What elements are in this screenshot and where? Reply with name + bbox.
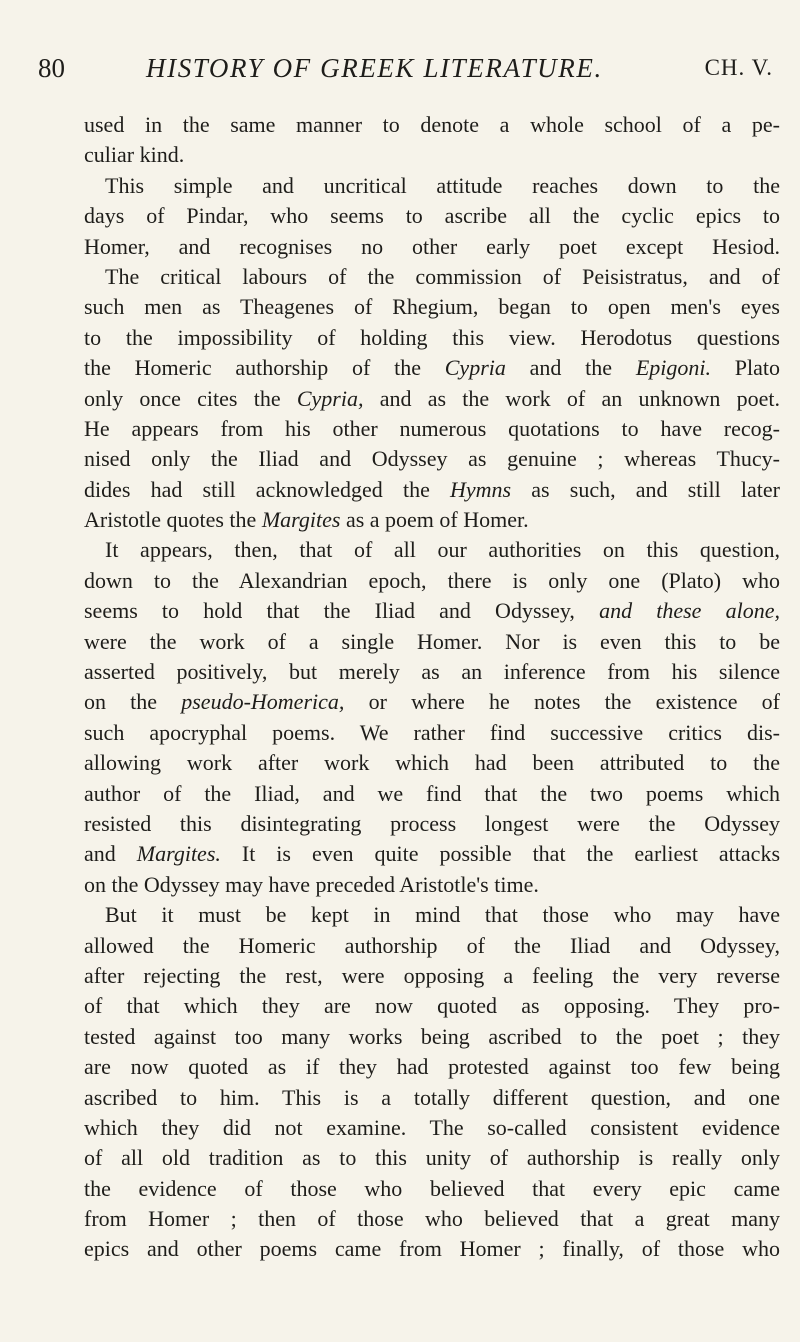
text-run: of that which they are now quoted as opposing. They pro- xyxy=(84,993,780,1019)
text-line xyxy=(84,687,780,717)
text-run: used in the same manner to denote a whole school of a pe- xyxy=(84,112,780,137)
text-line xyxy=(84,566,780,596)
text-line xyxy=(84,232,780,262)
text-run: But it must be kept in mind that those who may have xyxy=(105,902,780,928)
text-run: such men as Theagenes of Rhegium, began to open men's eyes xyxy=(84,294,780,320)
text-run: He appears from his other numerous quotations to have recog- xyxy=(84,415,780,441)
text-line xyxy=(84,1204,780,1234)
text-run: The critical labours of the commission of Peisistratus, and of xyxy=(105,263,780,289)
text-line xyxy=(84,201,780,231)
text-line xyxy=(84,1234,780,1264)
text-run: Plato xyxy=(710,355,780,381)
text-run: dides had still acknowledged the xyxy=(84,476,451,502)
text-run: tested against too many works being ascribed to the poet ; they xyxy=(84,1023,780,1049)
text-line xyxy=(84,809,780,839)
text-line xyxy=(84,931,780,961)
text-run: on the Odyssey may have preceded Aristotle's time. xyxy=(84,871,539,897)
text-run: Aristotle quotes the xyxy=(84,507,262,533)
text-run: days of Pindar, who seems to ascribe all the cyclic epics to xyxy=(84,203,780,229)
running-header xyxy=(38,48,773,88)
text-line xyxy=(84,444,780,474)
body-text xyxy=(84,110,780,1265)
text-line xyxy=(84,718,780,748)
text-line xyxy=(84,1083,780,1113)
italic-title: Cypria xyxy=(444,355,506,381)
text-line xyxy=(84,1022,780,1052)
text-line xyxy=(84,292,780,322)
text-run: as a poem of Homer. xyxy=(340,507,529,533)
text-line xyxy=(84,839,780,869)
text-run: down to the Alexandrian epoch, there is only one (Plato) who xyxy=(84,567,780,593)
text-line xyxy=(84,779,780,809)
text-line xyxy=(84,748,780,778)
text-line xyxy=(84,991,780,1021)
text-run: asserted positively, but merely as an inference from his silence xyxy=(84,659,780,685)
text-line xyxy=(84,505,780,535)
text-run: the evidence of those who believed that every epic came xyxy=(84,1175,780,1201)
text-line xyxy=(84,384,780,414)
text-run: allowed the Homeric authorship of the Iliad and Odyssey, xyxy=(84,932,780,958)
text-line xyxy=(84,870,780,900)
text-line xyxy=(84,262,780,292)
text-run: of all old tradition as to this unity of authorship is really only xyxy=(84,1145,780,1171)
text-run: the Homeric authorship of the xyxy=(84,355,445,381)
italic-title: and these alone, xyxy=(599,598,780,624)
text-run: were the work of a single Homer. Nor is even this to be xyxy=(84,628,780,654)
text-run: Homer, and recognises no other early poet except Hesiod. xyxy=(84,233,780,259)
text-line xyxy=(84,1052,780,1082)
text-line xyxy=(84,414,780,444)
text-line xyxy=(84,140,780,170)
text-run: from Homer ; then of those who believed that a great many xyxy=(84,1206,780,1232)
text-run: are now quoted as if they had protested against too few being xyxy=(84,1054,780,1080)
italic-title: Margites. xyxy=(136,841,221,867)
text-run: on the xyxy=(84,689,182,715)
italic-title: Epigoni. xyxy=(635,355,711,381)
text-run: or where he notes the existence of xyxy=(344,689,780,715)
text-run: It is even quite possible that the earliest attacks xyxy=(220,841,780,867)
text-line xyxy=(84,535,780,565)
text-line xyxy=(84,627,780,657)
text-run: and the xyxy=(505,355,636,381)
text-line xyxy=(84,596,780,626)
text-run: seems to hold that the Iliad and Odyssey, xyxy=(84,598,600,624)
text-line xyxy=(84,110,780,140)
text-line xyxy=(84,900,780,930)
text-line xyxy=(84,657,780,687)
text-line xyxy=(84,1113,780,1143)
text-run: allowing work after work which had been attributed to the xyxy=(84,750,780,776)
text-run: as such, and still later xyxy=(511,476,780,502)
text-run: to the impossibility of holding this view. Herodotus questions xyxy=(84,324,780,350)
text-line xyxy=(84,353,780,383)
text-line xyxy=(84,323,780,353)
chapter-marker: CH. V. xyxy=(704,55,773,80)
italic-title: pseudo-Homerica, xyxy=(181,689,345,715)
text-line xyxy=(84,475,780,505)
text-line xyxy=(84,1174,780,1204)
italic-title: Cypria, xyxy=(296,385,364,411)
italic-title: Margites xyxy=(261,507,341,533)
text-run: and as the work of an unknown poet. xyxy=(363,385,780,411)
page-number: 80 xyxy=(38,53,65,83)
text-run: nised only the Iliad and Odyssey as genuine ; whereas Thucy- xyxy=(84,446,780,472)
text-run: This simple and uncritical attitude reaches down to the xyxy=(105,172,780,198)
text-run: only once cites the xyxy=(84,385,297,411)
text-line xyxy=(84,1143,780,1173)
text-run: epics and other poems came from Homer ; finally, of those who xyxy=(84,1236,780,1262)
text-run: such apocryphal poems. We rather find successive critics dis- xyxy=(84,719,780,745)
text-run: which they did not examine. The so-called consistent evidence xyxy=(84,1114,780,1140)
text-run: and xyxy=(84,841,137,867)
text-line xyxy=(84,171,780,201)
text-run: author of the Iliad, and we find that the two poems which xyxy=(84,780,780,806)
text-line xyxy=(84,961,780,991)
text-run: It appears, then, that of all our authorities on this question, xyxy=(105,537,780,563)
italic-title: Hymns xyxy=(450,476,512,502)
text-run: resisted this disintegrating process longest were the Odyssey xyxy=(84,810,780,836)
running-title: HISTORY OF GREEK LITERATURE. xyxy=(146,53,603,83)
text-run: culiar kind. xyxy=(84,142,185,168)
text-run: after rejecting the rest, were opposing a feeling the very reverse xyxy=(84,962,780,988)
text-run: ascribed to him. This is a totally different question, and one xyxy=(84,1084,780,1110)
